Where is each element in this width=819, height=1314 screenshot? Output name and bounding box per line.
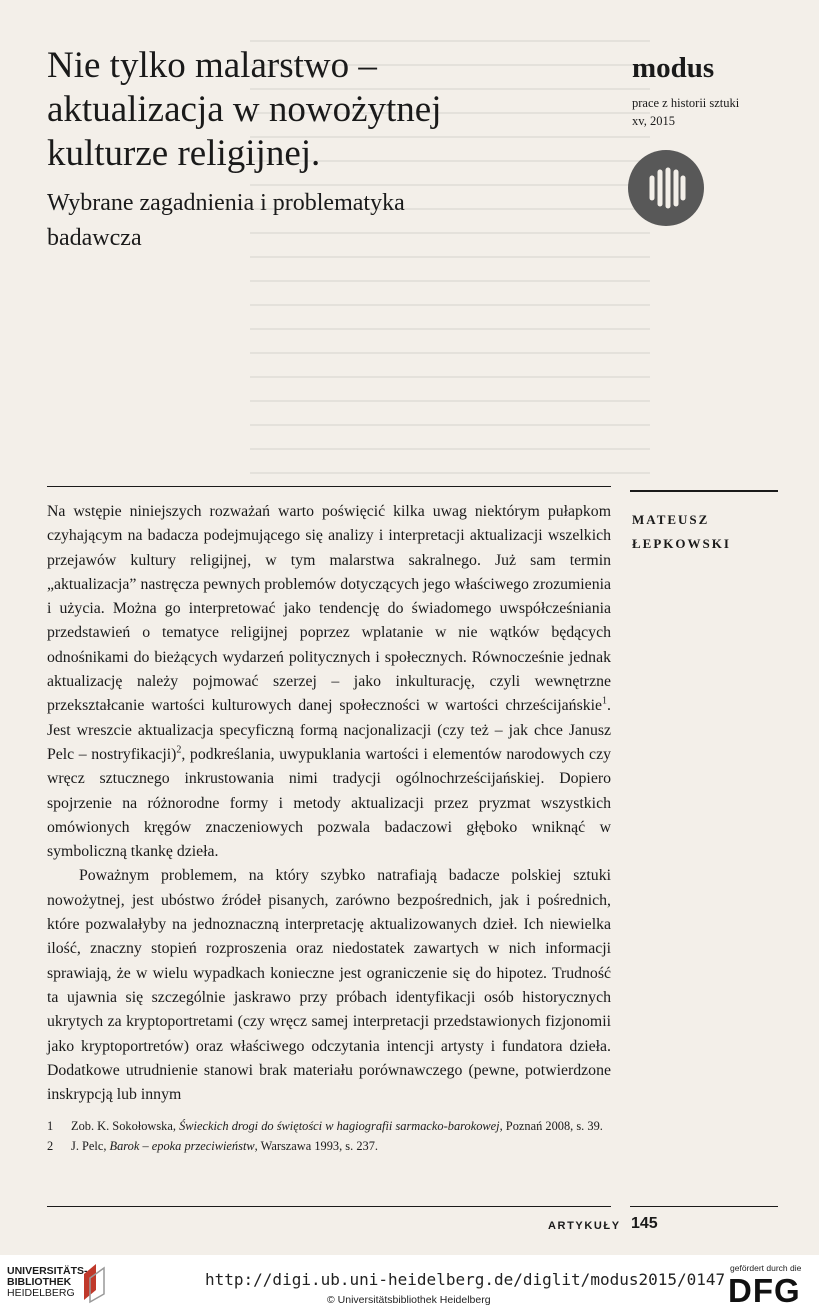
copyright-notice: © Universitätsbibliothek Heidelberg <box>327 1294 491 1306</box>
journal-logo-icon <box>628 150 704 226</box>
footnote <box>47 1136 611 1156</box>
footnote-number: 1 <box>47 1119 54 1133</box>
bottom-divider <box>47 1206 611 1207</box>
funding-note: gefördert durch die <box>730 1263 802 1273</box>
author-first-name: MATEUSZ <box>632 512 710 527</box>
top-divider <box>47 486 611 487</box>
author-last-name: ŁEPKOWSKI <box>632 536 731 551</box>
journal-volume: xv, 2015 <box>632 114 675 128</box>
paragraph-1 <box>47 500 611 864</box>
author-name <box>632 508 731 556</box>
journal-name: modus <box>632 52 715 84</box>
paragraph-1-part-a: Na wstępie niniejszych rozważań warto poświęcić kilka uwag niektórym pułapkom czyhającym na badacza podejmującego się analizy i interpretacji aktualizacji wszelkich przejawów kultury religijnej, w tym malarstwa sakralnego. Już sam termin „aktualizacja” nastręcza pewnych problemów dotyczących jego właściwego zrozumienia i użycia. Można go interpretować jako tendencję do świadomego uwspółcześniania przedstawień o tematyce religijnej poprzez wplatanie w nie wątków będących odnośnikami do bieżących wydarzeń politycznych i społecznych. Równocześnie jednak aktualizację należy pojmować szerzej – jako inkulturację, czyli wewnętrzne przekształcanie wartości kulturowych danej społeczności w wartości chrześcijańskie <box>47 503 611 715</box>
page-number: 145 <box>631 1215 658 1232</box>
footnote-number: 2 <box>47 1139 54 1153</box>
footnote-text: J. Pelc, Barok – epoka przeciwieństw, Warszawa 1993, s. 237. <box>71 1139 378 1153</box>
author-divider <box>630 490 778 492</box>
footnote-ref-1[interactable]: 1 <box>602 696 608 708</box>
footnote <box>47 1116 611 1136</box>
paragraph-1-part-c: , podkreślania, uwypuklania wartości i elementów narodowych czy wręcz sztucznego inkrustowania nimi tradycji ogólnochrześcijańskiej. Dopiero spojrzenie na różnorodne formy i metody aktualizacji przez pryzmat wszystkich omówionych kręgów znaczeniowych pozwala badaczowi głęboko wniknąć w symboliczną tkankę dzieła. <box>47 745 611 861</box>
article-body <box>47 500 611 1107</box>
footnotes <box>47 1116 611 1156</box>
article-title: Nie tylko malarstwo – aktualizacja w nowożytnej kulturze religijnej. <box>47 45 442 174</box>
permalink-url[interactable]: http://digi.ub.uni-heidelberg.de/diglit/modus2015/0147 <box>205 1270 726 1289</box>
footnote-text: Zob. K. Sokołowska, Świeckich drogi do świętości w hagiografii sarmacko-barokowej, Poznań 2008, s. 39. <box>71 1119 603 1133</box>
journal-subtitle: prace z historii sztuki <box>632 96 740 110</box>
bottom-divider-right <box>630 1206 778 1207</box>
footnote-ref-2[interactable]: 2 <box>176 744 182 756</box>
university-library-logo[interactable]: UNIVERSITÄTS- BIBLIOTHEK HEIDELBERG <box>7 1265 88 1299</box>
paragraph-1-part-b: . Jest wreszcie aktualizacja specyficzną formą nacjonalizacji (czy też – jak chce Janusz Pelc – nostryfikacji) <box>47 697 611 763</box>
library-mark-icon <box>80 1260 110 1304</box>
journal-info <box>632 94 739 130</box>
paragraph-2: Poważnym problemem, na który szybko natrafiają badacze polskiej sztuki nowożytnej, jest ubóstwo źródeł pisanych, zarówno bezpośrednich, jak i pośrednich, które pozwalałyby na jednoznaczną interpretację aktualizowanych dzieł. Ich niewielka ilość, znaczny stopień rozproszenia oraz niedostatek zawartych w nich informacji sprawiają, że w wielu wypadkach konieczne jest ograniczenie się do hipotez. Trudność ta ujawnia się szczególnie jaskrawo przy próbach identyfikacji osób historycznych ukrytych za kryptoportretami (czy wręcz samej interpretacji przedstawionych fizjonomii jako kryptoportretów) oraz właściwego odczytania intencji artysty i fundatora dzieła. Dodatkowe utrudnienie stanowi brak materiału porównawczego (pewne, potwierdzone inskrypcją lub innym <box>47 867 611 1104</box>
section-label: ARTYKUŁY <box>548 1220 621 1232</box>
article-subtitle: Wybrane zagadnienia i problematyka badawcza <box>47 190 405 251</box>
dfg-logo[interactable]: DFG <box>728 1272 801 1309</box>
